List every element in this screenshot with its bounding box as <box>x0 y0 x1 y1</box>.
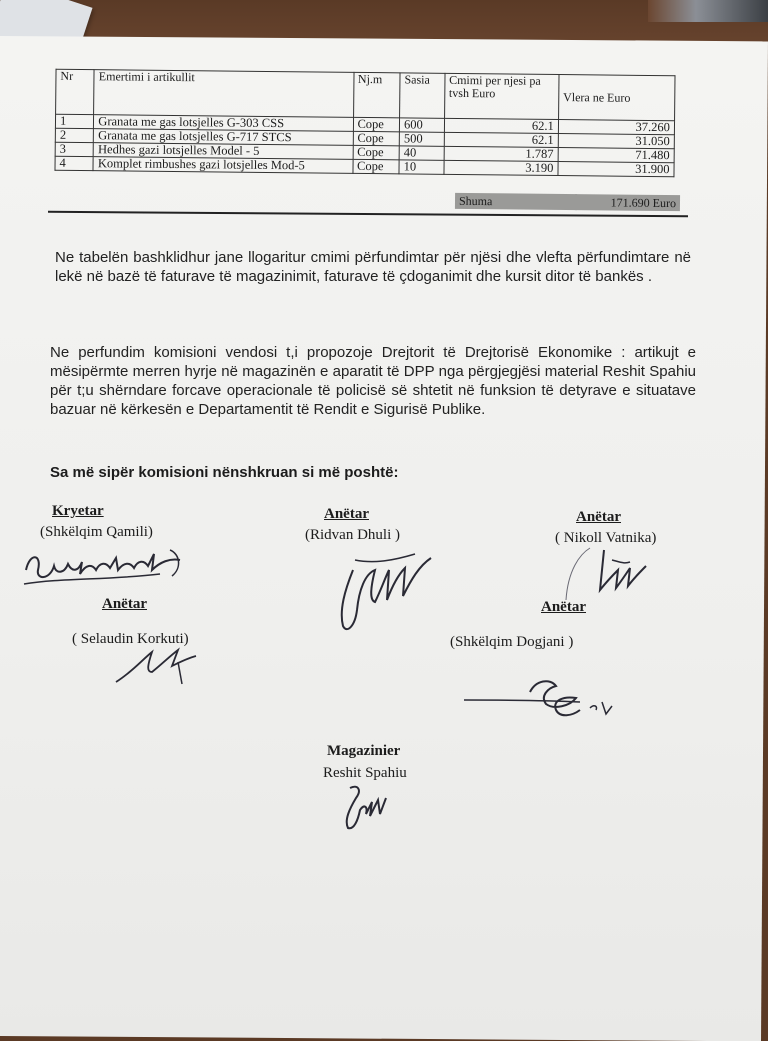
member3-name: ( Selaudin Korkuti) <box>72 631 189 647</box>
cell-value: 37.260 <box>558 120 674 135</box>
cell-value: 71.480 <box>558 148 674 163</box>
table-header-row <box>56 69 675 120</box>
member3-signature <box>112 642 202 688</box>
sum-label: Shuma <box>455 193 577 210</box>
cell-unit: Cope <box>352 159 399 173</box>
cell-item: Granata me gas lotsjelles G-717 STCS <box>94 129 353 146</box>
cell-price: 1.787 <box>444 146 558 161</box>
horizontal-rule <box>48 211 688 217</box>
chair-role: Kryetar <box>52 503 104 519</box>
member1-signature <box>325 530 445 635</box>
cell-price: 3.190 <box>444 160 558 175</box>
header-qty: Sasia <box>400 73 445 118</box>
storekeeper-name: Reshit Spahiu <box>323 765 407 781</box>
header-nr: Nr <box>56 69 95 114</box>
cell-price: 62.1 <box>444 132 558 147</box>
cell-nr: 1 <box>55 114 93 128</box>
cell-nr: 3 <box>55 142 93 156</box>
paragraph-decision: Ne perfundim komisioni vendosi t,i propozoje Drejtorit të Drejtorisë Ekonomike : artikujt e mësipërmte merren hyrje në magazinën e aparatit të DPP nga përgjegjësi material Reshit Spahiu për t;u shërndare forcave operacionale të policisë së shtetit në funksion të detyrave e situatave bazuar në kërkesën e Departamentit të Rendit e Sigurisë Publike. <box>50 344 696 418</box>
cell-qty: 10 <box>399 160 444 174</box>
header-value: Vlera ne Euro <box>558 75 675 121</box>
cell-nr: 2 <box>55 128 93 142</box>
storekeeper-signature <box>336 780 406 835</box>
member2-role: Anëtar <box>576 509 621 525</box>
cell-value: 31.050 <box>558 134 674 149</box>
cell-unit: Cope <box>353 131 400 145</box>
cell-nr: 4 <box>55 156 93 170</box>
member2-name: ( Nikoll Vatnika) <box>555 530 657 546</box>
items-table <box>54 69 675 177</box>
member4-role: Anëtar <box>541 599 586 615</box>
cell-unit: Cope <box>353 117 400 131</box>
cell-item: Granata me gas lotsjelles G-303 CSS <box>94 115 353 132</box>
cell-value: 31.900 <box>558 162 674 177</box>
member1-name: (Ridvan Dhuli ) <box>305 527 400 543</box>
cell-item: Hedhes gazi lotsjelles Model - 5 <box>93 143 352 160</box>
member4-signature <box>460 670 620 725</box>
sum-row <box>455 193 680 211</box>
cell-item: Komplet rimbushes gazi lotsjelles Mod-5 <box>93 157 352 174</box>
header-unit: Nj.m <box>353 72 400 117</box>
sum-value: 171.690 Euro <box>575 194 680 211</box>
paragraph-calculation: Ne tabelën bashklidhur jane llogaritur cmimi përfundimtar për njësi dhe vlefta përfundimtare në lekë në bazë të faturave të magazinimit, faturave të çdoganimit dhe kursit ditor të bankës . <box>55 249 691 285</box>
cell-price: 62.1 <box>444 118 558 133</box>
cell-qty: 600 <box>399 118 444 132</box>
closing-statement: Sa më sipër komisioni nënshkruan si më poshtë: <box>50 464 399 481</box>
chair-signature <box>20 540 190 592</box>
member3-role: Anëtar <box>102 596 147 612</box>
header-item: Emertimi i artikullit <box>94 70 354 118</box>
cell-unit: Cope <box>353 145 400 159</box>
member1-role: Anëtar <box>324 506 369 522</box>
chair-name: (Shkëlqim Qamili) <box>40 524 153 540</box>
cell-qty: 500 <box>399 132 444 146</box>
cell-qty: 40 <box>399 146 444 160</box>
header-price: Cmimi per njesi pa tvsh Euro <box>444 73 559 119</box>
storekeeper-role: Magazinier <box>327 743 401 759</box>
member4-name: (Shkëlqim Dogjani ) <box>450 634 574 650</box>
